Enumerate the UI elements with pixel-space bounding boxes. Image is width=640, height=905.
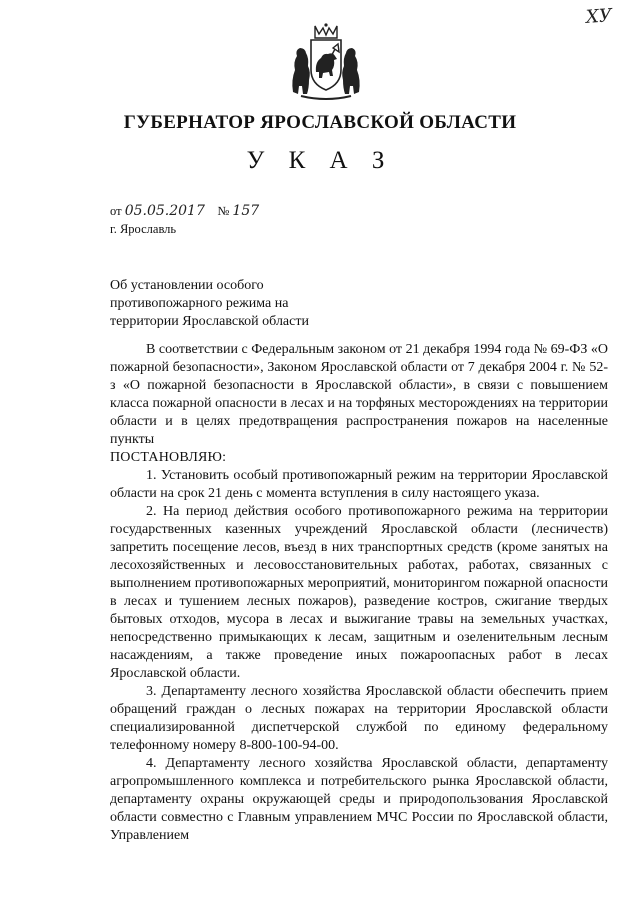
decree-item-1: 1. Установить особый противопожарный режим на территории Ярославской области на срок 21 день с момента вступления в силу настоящего указа. — [110, 468, 608, 501]
decree-date: 05.05.2017 — [124, 203, 205, 219]
decree-item-3: 3. Департаменту лесного хозяйства Ярославской области обеспечить прием обращений граждан о лесных пожарах на территории Ярославской области специализированной диспетчерской службой по единому федеральному телефонному номеру 8-800-100-94-00. — [110, 684, 608, 753]
handwritten-page-mark: ХУ — [585, 5, 613, 28]
decree-number: 157 — [232, 203, 260, 219]
decree-subject — [110, 277, 370, 331]
decree-item-2: 2. На период действия особого противопожарного режима на территории государственных казенных учреждений Ярославской области (лесничеств) запретить посещение лесов, въезд в них транспортных средств (кроме занятых на лесохозяйственных и лесовосстановительных работах, работах, связанных с выполнением противопожарных мероприятий, мониторингом пожарной опасности в лесах и тушением лесных пожаров), разведение костров, сжигание твердых бытовых отходов, мусора в лесах и выжигание травы на земельных участках, непосредственно примыкающих к лесам, защитным и озеленительным лесным насаждениям, а также проведение иных пожароопасных работ в лесах Ярославской области. — [110, 504, 608, 681]
date-prefix: от — [110, 204, 122, 218]
issue-city: г. Ярославль — [110, 222, 177, 236]
preamble-paragraph: В соответствии с Федеральным законом от 21 декабря 1994 года № 69-ФЗ «О пожарной безопасности», Законом Ярославской области от 7 декабря 2004 г. № 52-з «О пожарной безопасности в Ярославской области», в связи с повышением класса пожарной опасности в лесах и на торфяных месторождениях на территории области и в целях предотвращения распространения пожаров на населенные пункты — [110, 342, 608, 447]
subject-line: противопожарного режима на — [110, 296, 289, 311]
number-prefix: № — [217, 204, 230, 218]
subject-line: Об установлении особого — [110, 278, 264, 293]
document-type-title: У К А З — [246, 147, 394, 174]
issuing-authority: ГУБЕРНАТОР ЯРОСЛАВСКОЙ ОБЛАСТИ — [123, 112, 517, 133]
decree-date-number-line — [110, 203, 259, 219]
coat-of-arms-emblem — [285, 22, 367, 102]
decree-item-4: 4. Департаменту лесного хозяйства Ярославской области, департаменту агропромышленного комплекса и потребительского рынка Ярославской области, департаменту охраны окружающей среды и природопользования Ярославской области совместно с Главным управлением МЧС России по Ярославской области, Управлением — [110, 756, 608, 843]
subject-line: территории Ярославской области — [110, 314, 309, 329]
resolve-heading: ПОСТАНОВЛЯЮ: — [110, 450, 227, 465]
decree-body — [110, 341, 608, 845]
